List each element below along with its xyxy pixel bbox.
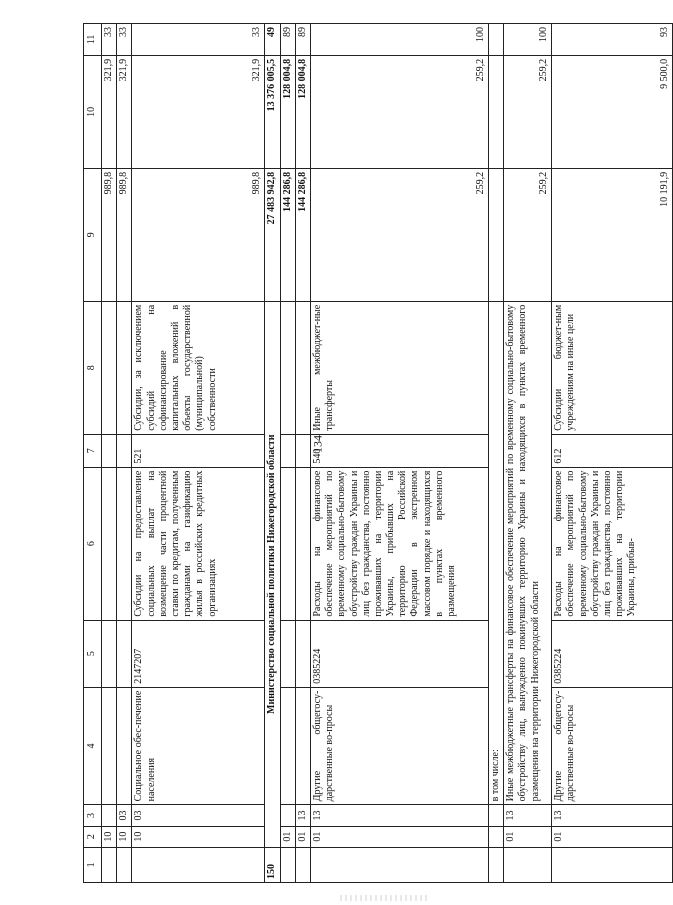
- cell-percent: 49: [265, 24, 280, 56]
- cell-percent: 100: [504, 24, 552, 56]
- cell-ministry-code: 150: [265, 847, 280, 882]
- cell-plan: 259,2: [310, 168, 488, 301]
- cell-pr: 13: [295, 805, 310, 826]
- cell-target-name: Расходы на финансовое обеспечение мероприятий по временному социально-бытовому обустройству граждан Украины и лиц без гражданства, постоянно проживавших на территории Украины, прибыв-: [552, 467, 673, 620]
- cell-section-name: Другие общегосу-дарственные во-просы: [552, 687, 673, 805]
- cell-plan: 144 286,8: [295, 168, 310, 301]
- cell-percent: 100: [310, 24, 488, 56]
- table-row: [310, 24, 488, 883]
- cell-rz: 10: [102, 826, 117, 847]
- cell-target-code: 2147207: [132, 620, 265, 687]
- cell-fact: 321,9: [117, 55, 132, 168]
- cell-section-name: Социальное обес-печение населения: [132, 687, 265, 805]
- table-row: [280, 24, 295, 883]
- col-header: 11: [84, 24, 102, 56]
- including-label: в том числе:: [488, 301, 503, 805]
- col-header: 7: [84, 434, 102, 467]
- cell-vr-name: Субсидии бюджет-ным учреждениям на иные цели: [552, 301, 673, 434]
- cell-target-code: 0385224: [310, 620, 488, 687]
- cell-pr: 03: [132, 805, 265, 826]
- col-header: 10: [84, 55, 102, 168]
- cell-plan: 989,8: [102, 168, 117, 301]
- cell-transfer-description: Иные межбюджетные трансферты на финансовое обеспечение мероприятий по временному социально-бытовому обустройству лиц, вынужденно покинувших территорию Украины и находящихся в пунктах временного размещения на территории Нижегородской области: [504, 301, 552, 805]
- col-header: 9: [84, 168, 102, 301]
- table-row: [102, 24, 117, 883]
- cell-plan: 144 286,8: [280, 168, 295, 301]
- col-header: 2: [84, 826, 102, 847]
- cell-vr-code: 521: [132, 434, 265, 467]
- cell-pr: 13: [504, 805, 552, 826]
- table-row: [552, 24, 673, 883]
- cell-plan: 27 483 942,8: [265, 168, 280, 301]
- col-header: 4: [84, 687, 102, 805]
- col-header: 6: [84, 467, 102, 620]
- cell-fact: 321,9: [102, 55, 117, 168]
- cell-plan: 259,2: [504, 168, 552, 301]
- table-row: [504, 24, 552, 883]
- cell-rz: 01: [504, 826, 552, 847]
- col-header: 5: [84, 620, 102, 687]
- page-number: 134: [310, 435, 325, 453]
- cell-vr-code: 612: [552, 434, 673, 467]
- col-header: 3: [84, 805, 102, 826]
- cell-pr: 03: [117, 805, 132, 826]
- cell-target-code: 0385224: [552, 620, 673, 687]
- cell-rz: 01: [280, 826, 295, 847]
- cell-fact: 259,2: [310, 55, 488, 168]
- cell-percent: 93: [552, 24, 673, 56]
- cell-target-name: Расходы на финансовое обеспечение мероприятий по временному социально-бытовому обустройству граждан Украины и лиц без гражданства, постоянно проживавших на территории Украины, прибывших на территорию Российской Федерации в экстренном массовом порядке и находящихся в пунктах временного размещения: [310, 467, 488, 620]
- cell-plan: 10 191,9: [552, 168, 673, 301]
- cell-rz: 10: [132, 826, 265, 847]
- table-row: [117, 24, 132, 883]
- cell-pr: 13: [552, 805, 673, 826]
- cell-target-name: Субсидии на предоставление социальных выплат на возмещение части процентной ставки по кредитам, полученным гражданами на газификацию жилья в российских кредитных организациях: [132, 467, 265, 620]
- cell-fact: 128 004,8: [295, 55, 310, 168]
- cell-plan: 989,8: [132, 168, 265, 301]
- budget-table-frame: [83, 23, 670, 883]
- cell-fact: 259,2: [504, 55, 552, 168]
- cell-fact: 128 004,8: [280, 55, 295, 168]
- table-row: [295, 24, 310, 883]
- cell-rz: 01: [295, 826, 310, 847]
- cell-percent: 89: [295, 24, 310, 56]
- cell-percent: 89: [280, 24, 295, 56]
- table-row: [488, 24, 503, 883]
- cell-percent: 33: [102, 24, 117, 56]
- table-row: [265, 24, 280, 883]
- cell-percent: 33: [117, 24, 132, 56]
- cell-fact: 13 376 005,5: [265, 55, 280, 168]
- cell-pr: 13: [310, 805, 488, 826]
- column-number-row: [84, 24, 102, 883]
- cell-rz: 01: [310, 826, 488, 847]
- col-header: 1: [84, 847, 102, 882]
- cell-rz: 10: [117, 826, 132, 847]
- scan-artifact: [340, 895, 430, 901]
- cell-plan: 989,8: [117, 168, 132, 301]
- ministry-section-title: Министерство социальной политики Нижегородской области: [265, 301, 280, 847]
- cell-fact: 321,9: [132, 55, 265, 168]
- cell-vr-code: 540: [310, 434, 488, 467]
- cell-section-name: Другие общегосу-дарственные во-просы: [310, 687, 488, 805]
- cell-vr-name: Иные межбюджет-ные трансферты: [310, 301, 488, 434]
- cell-fact: 9 500,0: [552, 55, 673, 168]
- cell-percent: 33: [132, 24, 265, 56]
- col-header: 8: [84, 301, 102, 434]
- cell-rz: 01: [552, 826, 673, 847]
- budget-table: [83, 23, 673, 883]
- table-row: [132, 24, 265, 883]
- cell-vr-name: Субсидии, за исключением субсидий на софинансирование капитальных вложений в объекты государственной (муниципальной) собственности: [132, 301, 265, 434]
